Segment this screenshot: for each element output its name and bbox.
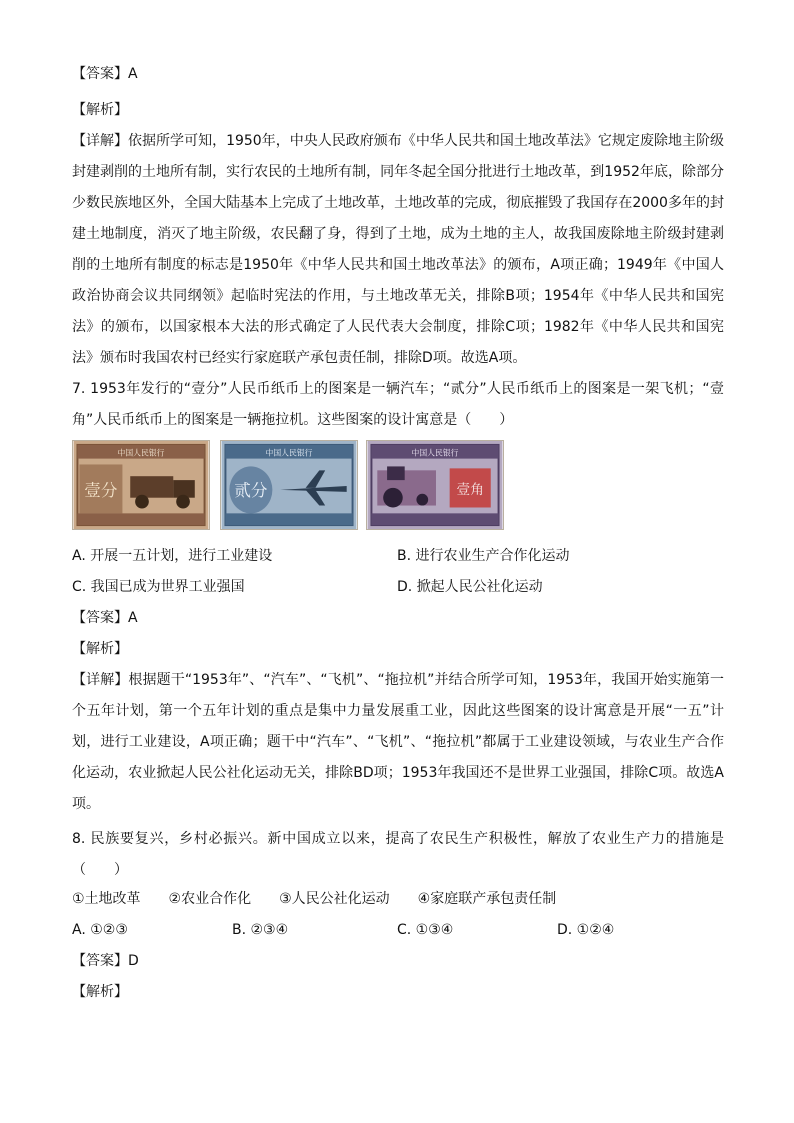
q8-analysis-label: 【解析】 <box>72 984 128 1000</box>
q8-items: ①土地改革 ②农业合作化 ③人民公社化运动 ④家庭联产承包责任制 <box>72 891 557 907</box>
banknote-one-fen-denomination: 壹分 <box>84 480 118 500</box>
banknote-two-fen <box>220 440 358 530</box>
banknote-two-fen-header: 中国人民银行 <box>265 448 313 458</box>
q7-answer: 【答案】A <box>72 610 138 626</box>
q8-answer: 【答案】D <box>72 953 139 969</box>
banknote-one-fen-image <box>73 441 209 529</box>
q7-option-c[interactable]: C. 我国已成为世界工业强国 <box>72 579 245 595</box>
q8-option-b[interactable]: B. ②③④ <box>232 922 289 938</box>
q6-answer: 【答案】A <box>72 66 138 82</box>
banknote-one-fen-header: 中国人民银行 <box>117 448 165 458</box>
banknote-one-jiao-header: 中国人民银行 <box>411 448 459 458</box>
banknote-one-jiao-image <box>367 441 503 529</box>
q8-option-c[interactable]: C. ①③④ <box>397 922 454 938</box>
q7-option-d[interactable]: D. 掀起人民公社化运动 <box>397 579 543 595</box>
q7-option-a[interactable]: A. 开展一五计划，进行工业建设 <box>72 548 273 564</box>
q6-analysis-label: 【解析】 <box>72 102 128 118</box>
banknote-two-fen-image <box>221 441 357 529</box>
q7-option-b[interactable]: B. 进行农业生产合作化运动 <box>397 548 570 564</box>
banknote-one-jiao-denomination: 壹角 <box>456 481 484 498</box>
q6-detail: 【详解】依据所学可知，1950年，中央人民政府颁布《中华人民共和国土地改革法》它规定废除地主阶级封建剥削的土地所有制，实行农民的土地所有制，同年冬起全国分批进行土地改革，到1952年底，除部分少数民族地区外，全国大陆基本上完成了土地改革，土地改革的完成，彻底摧毁了我国存在2000多年的封建土地制度，消灭了地主阶级，农民翻了身，得到了土地，成为土地的主人，故我国废除地主阶级封建剥削的土地所有制度的标志是1950年《中华人民共和国土地改革法》的颁布，A项正确；1949年《中国人政治协商会议共同纲领》起临时宪法的作用，与土地改革无关，排除B项；1954年《中华人民共和国宪法》的颁布，以国家根本大法的形式确定了人民代表大会制度，排除C项；1982年《中华人民共和国宪法》颁布时我国农村已经实行家庭联产承包责任制，排除D项。故选A项。 <box>72 133 724 366</box>
q8-stem: 8. 民族要复兴，乡村必振兴。新中国成立以来，提高了农民生产积极性，解放了农业生产力的措施是（ ） <box>72 831 724 878</box>
banknote-two-fen-denomination: 贰分 <box>234 480 268 500</box>
banknote-one-fen <box>72 440 210 530</box>
q7-analysis-label: 【解析】 <box>72 641 128 657</box>
q8-option-d[interactable]: D. ①②④ <box>557 922 615 938</box>
q7-stem: 7. 1953年发行的“壹分”人民币纸币上的图案是一辆汽车；“贰分”人民币纸币上的图案是一架飞机；“壹角”人民币纸币上的图案是一辆拖拉机。这些图案的设计寓意是（ ） <box>72 381 724 428</box>
q8-option-a[interactable]: A. ①②③ <box>72 922 128 938</box>
q7-detail: 【详解】根据题干“1953年”、“汽车”、“飞机”、“拖拉机”并结合所学可知，1953年，我国开始实施第一个五年计划，第一个五年计划的重点是集中力量发展重工业，因此这些图案的设计寓意是开展“一五”计划，进行工业建设，A项正确；题干中“汽车”、“飞机”、“拖拉机”都属于工业建设领域，与农业生产合作化运动，农业掀起人民公社化运动无关，排除BD项；1953年我国还不是世界工业强国，排除C项。故选A项。 <box>72 672 724 812</box>
banknote-one-jiao <box>366 440 504 530</box>
banknote-images <box>72 440 504 530</box>
